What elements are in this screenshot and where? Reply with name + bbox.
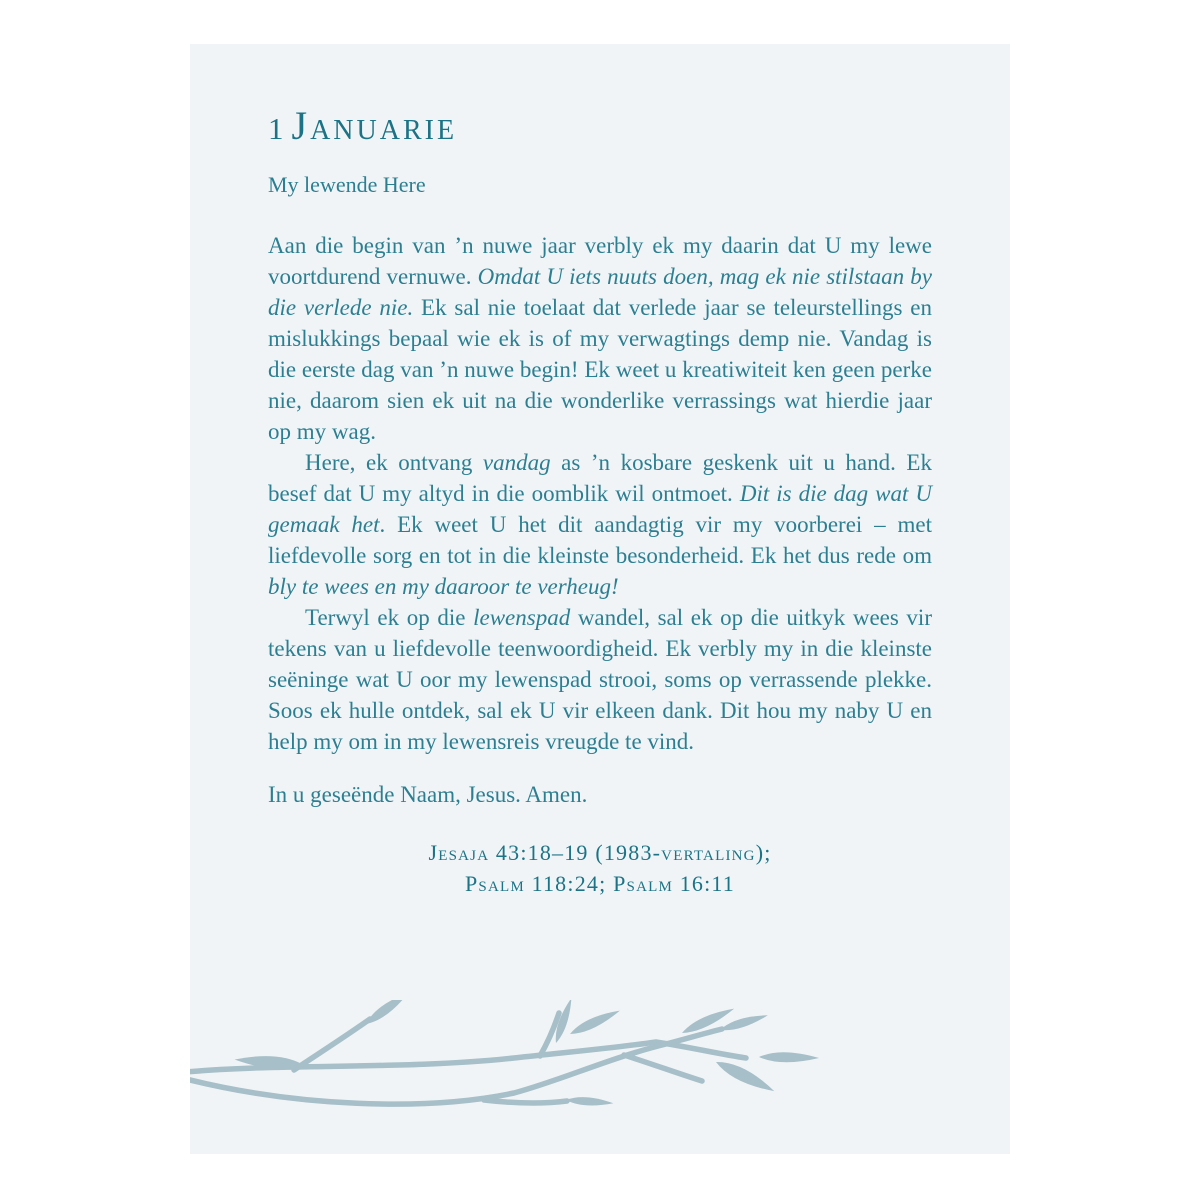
scripture-reference-line-1: Jesaja 43:18–19 (1983-vertaling);: [428, 840, 772, 865]
scripture-quote-italic: lewenspad: [473, 605, 571, 630]
devotional-paragraph: [268, 602, 932, 757]
scripture-quote-italic: Omdat U iets nuuts doen, mag ek nie stilstaan by die verlede nie.: [268, 264, 932, 320]
scripture-quote-italic: vandag: [482, 450, 551, 475]
salutation: My lewende Here: [268, 172, 426, 197]
month-name: Januarie: [291, 103, 458, 148]
day-number: 1: [268, 111, 286, 146]
paragraph-text: wandel, sal ek op die uitkyk wees vir tekens van u liefdevolle teenwoordigheid. Ek verbly my in die kleinste seëninge wat U oor my lewenspad strooi, soms op verrassende plekke. Soos ek hulle ontdek, sal ek U vir elkeen dank. Dit hou my naby U en help my om in my lewensreis vreugde te vind.: [268, 605, 932, 754]
branch-illustration: [190, 1000, 829, 1118]
paragraph-text: Terwyl ek op die: [305, 605, 474, 630]
page-content: [190, 44, 1010, 899]
paragraph-text: Here, ek ontvang: [305, 450, 483, 475]
paragraph-text: as ’n kosbare geskenk uit u hand. Ek besef dat U my altyd in die oomblik wil ontmoet.: [268, 450, 932, 506]
scripture-reference-line-2: Psalm 118:24; Psalm 16:11: [464, 871, 736, 896]
scripture-quote-italic: Dit is die dag wat U gemaak het: [268, 481, 933, 537]
paragraph-text: Ek sal nie toelaat dat verlede jaar se teleurstellings en mislukkings bepaal wie ek is of my verwagtings demp nie. Vandag is die eerste dag van ’n nuwe begin! Ek weet u kreatiwiteit ken geen perke nie, daarom sien ek uit na die wonderlike verrassings wat hierdie jaar op my wag.: [268, 295, 932, 444]
closing-line: In u geseënde Naam, Jesus. Amen.: [268, 782, 588, 807]
devotional-body: [268, 230, 932, 757]
book-page: [190, 44, 1010, 1154]
scripture-quote-italic: bly te wees en my daaroor te verheug!: [268, 574, 619, 599]
scripture-references: [268, 837, 932, 899]
paragraph-text: . Ek weet U het dit aandagtig vir my voorberei – met liefdevolle sorg en tot in die kleinste besonderheid. Ek het dus rede om: [268, 512, 932, 568]
devotional-paragraph: [268, 230, 932, 447]
devotional-paragraph: [268, 447, 932, 602]
paragraph-text: Aan die begin van ’n nuwe jaar verbly ek my daarin dat U my lewe voortdurend vernuwe.: [268, 233, 932, 289]
page-title: [268, 103, 932, 148]
